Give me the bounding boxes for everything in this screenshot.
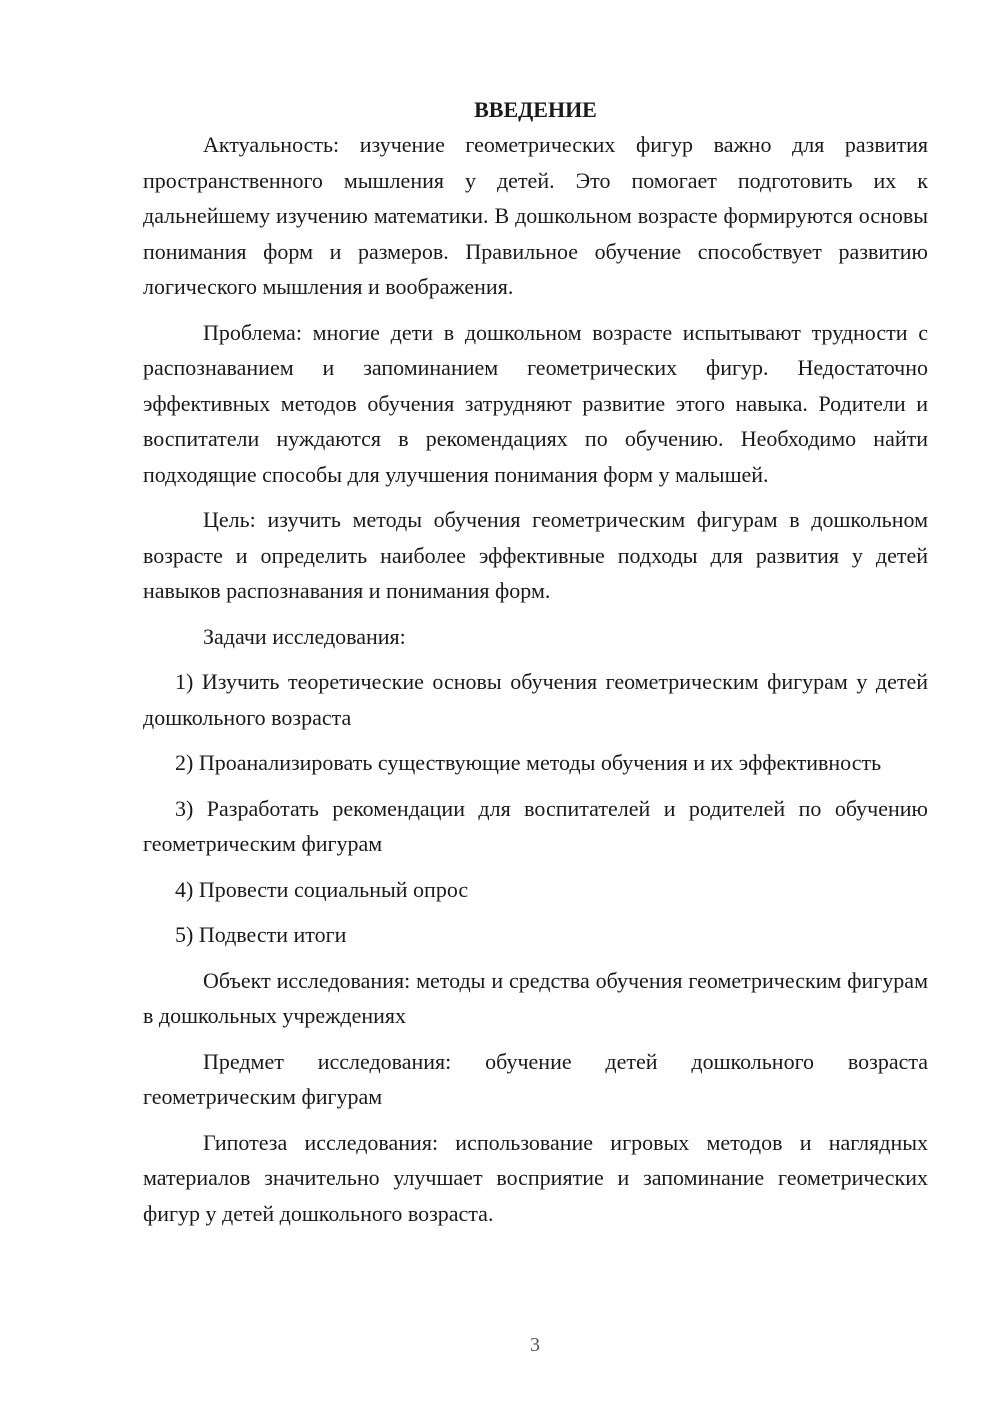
task-item: 2) Проанализировать существующие методы обучения и их эффективность [175,750,882,775]
task-item: 5) Подвести итоги [175,922,347,947]
paragraph-goal: Цель: изучить методы обучения геометрическим фигурам в дошкольном возрасте и определить наиболее эффективные подходы для развития у детей навыков распознавания и понимания форм. [143,507,928,603]
task-item: 4) Провести социальный опрос [175,876,469,902]
tasks-heading: Задачи исследования: [203,623,406,649]
paragraph-hypothesis: Гипотеза исследования: использование игровых методов и наглядных материалов значительно улучшает восприятие и запоминание геометрических фигур у детей дошкольного возраста. [143,1129,928,1226]
task-item: 1) Изучить теоретические основы обучения геометрическим фигурам у детей дошкольного возраста [143,669,928,730]
page-title: ВВЕДЕНИЕ [474,97,597,122]
paragraph-relevance: Актуальность: изучение геометрических фигур важно для развития пространственного мышления у детей. Это помогает подготовить их к дальнейшему изучению математики. В дошкольном возрасте формируются основы понимания форм и размеров. Правильное обучение способствует развитию логического мышления и воображения. [143,132,928,299]
page-number: 3 [530,1334,540,1356]
document-body [143,92,928,1241]
paragraph-subject: Предмет исследования: обучение детей дошкольного возраста геометрическим фигурам [143,1048,928,1109]
paragraph-problem: Проблема: многие дети в дошкольном возрасте испытывают трудности с распознаванием и запоминанием геометрических фигур. Недостаточно эффективных методов обучения затрудняют развитие этого навыка. Родители и воспитатели нуждаются в рекомендациях по обучению. Необходимо найти подходящие способы для улучшения понимания форм у малышей. [143,319,928,487]
task-item: 3) Разработать рекомендации для воспитателей и родителей по обучению геометрическим фигурам [143,795,928,856]
paragraph-object: Объект исследования: методы и средства обучения геометрическим фигурам в дошкольных учреждениях [143,967,928,1028]
